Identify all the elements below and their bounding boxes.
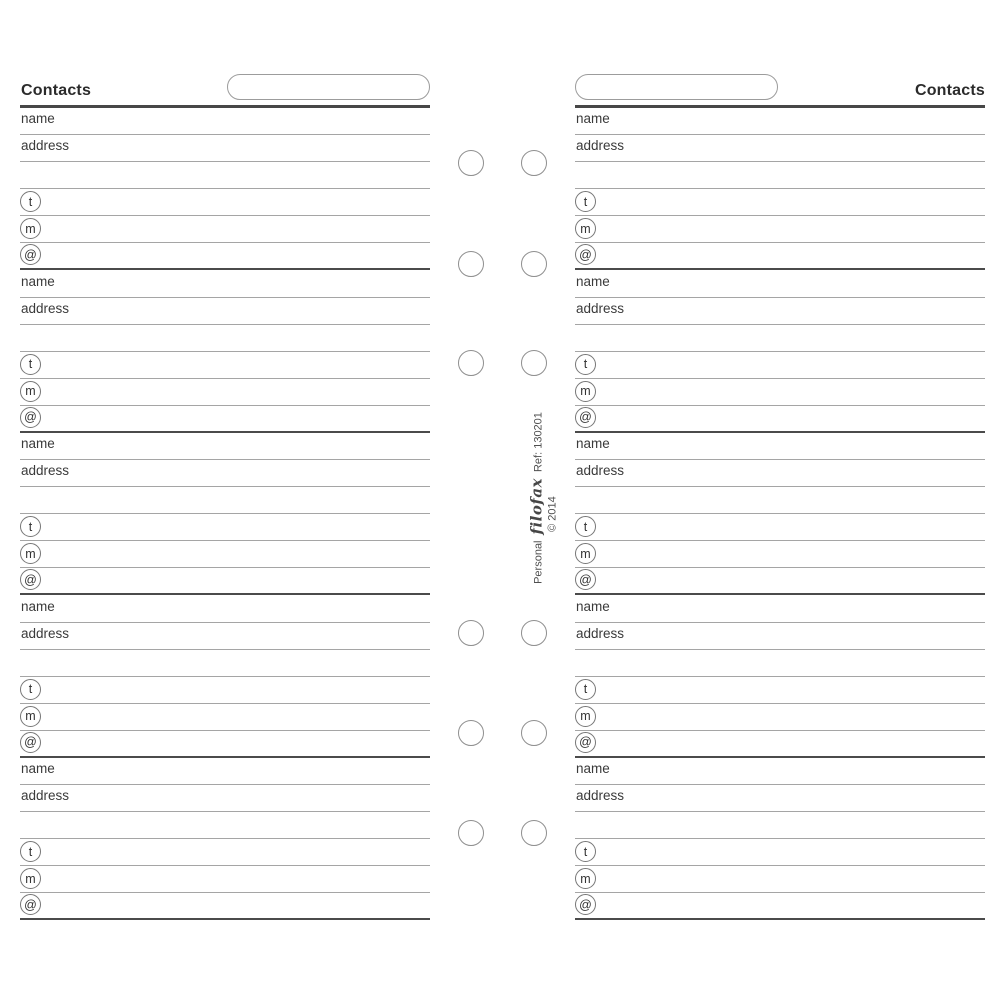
- contact-entry: [575, 108, 985, 271]
- punch-hole: [458, 820, 484, 846]
- mobile-row: [575, 541, 985, 568]
- address-continuation-row: [20, 812, 430, 839]
- left-page: [20, 75, 430, 921]
- mobile-icon: m: [20, 868, 41, 889]
- page-title: Contacts: [21, 82, 92, 99]
- mobile-row: [20, 541, 430, 568]
- punch-hole: [458, 720, 484, 746]
- address-continuation-row: [20, 162, 430, 189]
- contact-entry: [575, 433, 985, 596]
- name-label: name: [576, 436, 610, 451]
- email-icon: @: [20, 244, 41, 265]
- telephone-row: [20, 677, 430, 704]
- brand-prefix: Personal: [532, 540, 545, 584]
- telephone-icon: t: [575, 354, 596, 375]
- address-label: address: [576, 138, 625, 154]
- mobile-icon: m: [575, 868, 596, 889]
- address-label: address: [576, 625, 625, 641]
- telephone-icon: t: [575, 841, 596, 862]
- contact-entry: [20, 596, 430, 759]
- mobile-icon: m: [20, 381, 41, 402]
- name-label: name: [576, 273, 610, 289]
- email-row: [20, 406, 430, 433]
- address-row: [20, 298, 430, 325]
- name-label: name: [576, 111, 610, 126]
- telephone-row: [20, 352, 430, 379]
- punch-hole: [458, 150, 484, 176]
- punch-hole: [521, 620, 547, 646]
- mobile-icon: m: [575, 218, 596, 239]
- telephone-icon: t: [575, 191, 596, 212]
- right-page-entries: [575, 108, 985, 921]
- address-continuation-row: [575, 812, 985, 839]
- address-label: address: [21, 788, 70, 804]
- name-label: name: [21, 111, 55, 126]
- name-row: [575, 758, 985, 785]
- telephone-icon: t: [20, 354, 41, 375]
- email-icon: @: [575, 732, 596, 753]
- name-row: [20, 271, 430, 298]
- email-icon: @: [20, 894, 41, 915]
- email-icon: @: [575, 244, 596, 265]
- punch-hole: [521, 720, 547, 746]
- left-page-entries: [20, 108, 430, 921]
- mobile-row: [20, 866, 430, 893]
- name-row: [575, 433, 985, 460]
- punch-hole: [458, 620, 484, 646]
- name-row: [20, 758, 430, 785]
- address-label: address: [576, 788, 625, 804]
- name-label: name: [576, 598, 610, 614]
- name-row: [575, 108, 985, 135]
- ref-number: Ref: 130201: [532, 412, 545, 473]
- telephone-row: [20, 514, 430, 541]
- address-label: address: [576, 463, 625, 479]
- telephone-icon: t: [20, 679, 41, 700]
- mobile-row: [20, 379, 430, 406]
- address-row: [20, 623, 430, 650]
- address-label: address: [576, 300, 625, 316]
- name-label: name: [21, 273, 55, 289]
- telephone-row: [20, 189, 430, 216]
- address-continuation-row: [20, 325, 430, 352]
- telephone-row: [575, 839, 985, 866]
- email-icon: @: [20, 732, 41, 753]
- telephone-icon: t: [20, 841, 41, 862]
- contact-entry: [20, 433, 430, 596]
- email-row: [575, 406, 985, 433]
- telephone-row: [575, 514, 985, 541]
- mobile-icon: m: [20, 706, 41, 727]
- telephone-row: [575, 677, 985, 704]
- email-icon: @: [575, 894, 596, 915]
- email-row: [20, 893, 430, 920]
- telephone-row: [20, 839, 430, 866]
- mobile-icon: m: [575, 381, 596, 402]
- telephone-icon: t: [20, 191, 41, 212]
- address-continuation-row: [575, 325, 985, 352]
- address-label: address: [21, 463, 70, 479]
- address-row: [575, 135, 985, 162]
- telephone-icon: t: [20, 516, 41, 537]
- telephone-row: [575, 352, 985, 379]
- email-row: [20, 243, 430, 270]
- right-page: [575, 75, 985, 921]
- name-label: name: [576, 761, 610, 776]
- email-icon: @: [575, 569, 596, 590]
- address-continuation-row: [20, 650, 430, 677]
- contact-entry: [575, 596, 985, 759]
- filofax-logo: filofax: [527, 478, 546, 535]
- name-row: [20, 433, 430, 460]
- address-label: address: [21, 300, 70, 316]
- telephone-row: [575, 189, 985, 216]
- mobile-row: [575, 379, 985, 406]
- right-page-header: [575, 75, 985, 108]
- name-label: name: [21, 598, 55, 614]
- name-row: [575, 596, 985, 623]
- address-row: [575, 623, 985, 650]
- page-title: Contacts: [914, 82, 985, 99]
- email-row: [575, 568, 985, 595]
- spine-imprint: [528, 412, 559, 584]
- contact-entry: [20, 108, 430, 271]
- address-label: address: [21, 625, 70, 641]
- contact-entry: [20, 758, 430, 921]
- address-label: address: [21, 138, 70, 154]
- email-row: [575, 243, 985, 270]
- email-row: [20, 568, 430, 595]
- address-row: [20, 135, 430, 162]
- contact-entry: [20, 271, 430, 434]
- copyright: © 2014: [546, 496, 559, 532]
- address-row: [575, 785, 985, 812]
- address-continuation-row: [575, 162, 985, 189]
- telephone-icon: t: [575, 679, 596, 700]
- email-icon: @: [20, 407, 41, 428]
- email-icon: @: [575, 407, 596, 428]
- address-row: [575, 298, 985, 325]
- spine-line1: [528, 412, 546, 584]
- mobile-icon: m: [575, 543, 596, 564]
- mobile-row: [20, 704, 430, 731]
- address-row: [20, 785, 430, 812]
- punch-hole: [521, 251, 547, 277]
- name-label: name: [21, 436, 55, 451]
- mobile-icon: m: [20, 218, 41, 239]
- index-tab: [227, 74, 430, 100]
- address-row: [20, 460, 430, 487]
- address-row: [575, 460, 985, 487]
- name-row: [20, 108, 430, 135]
- email-row: [20, 731, 430, 758]
- contact-entry: [575, 271, 985, 434]
- name-label: name: [21, 761, 55, 776]
- punch-hole: [458, 350, 484, 376]
- punch-hole: [521, 820, 547, 846]
- punch-hole: [521, 150, 547, 176]
- punch-hole: [458, 251, 484, 277]
- mobile-icon: m: [20, 543, 41, 564]
- mobile-row: [575, 704, 985, 731]
- contact-entry: [575, 758, 985, 921]
- address-continuation-row: [575, 650, 985, 677]
- mobile-icon: m: [575, 706, 596, 727]
- email-row: [575, 731, 985, 758]
- email-icon: @: [20, 569, 41, 590]
- mobile-row: [575, 866, 985, 893]
- address-continuation-row: [575, 487, 985, 514]
- index-tab: [575, 74, 778, 100]
- name-row: [575, 271, 985, 298]
- left-page-header: [20, 75, 430, 108]
- mobile-row: [20, 216, 430, 243]
- email-row: [575, 893, 985, 920]
- name-row: [20, 596, 430, 623]
- mobile-row: [575, 216, 985, 243]
- address-continuation-row: [20, 487, 430, 514]
- telephone-icon: t: [575, 516, 596, 537]
- punch-hole: [521, 350, 547, 376]
